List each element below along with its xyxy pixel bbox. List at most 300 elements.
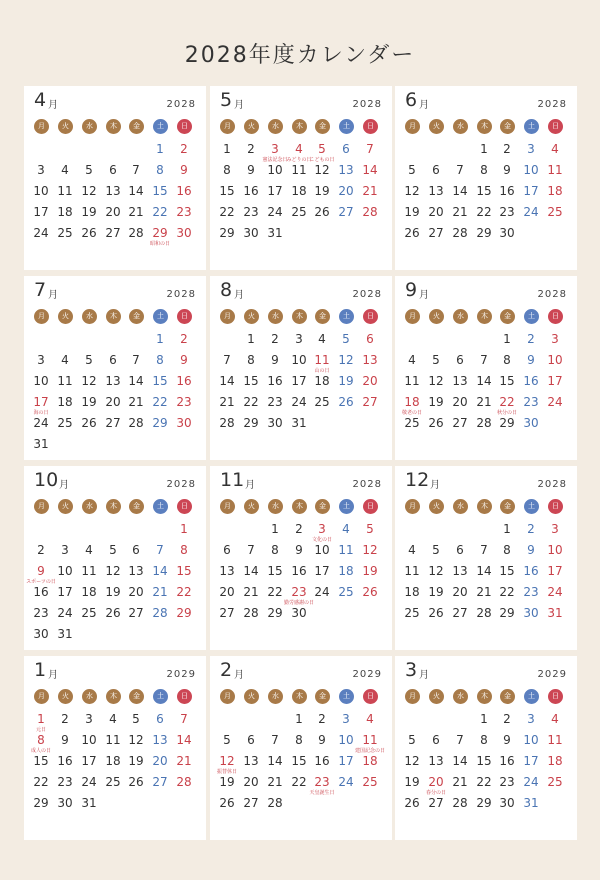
weekday-badge: 日 [548, 689, 563, 704]
month-card [210, 466, 392, 650]
weekday-badge: 月 [405, 689, 420, 704]
day-cell: 17 [523, 184, 539, 198]
holiday-label: 山の日 [314, 368, 330, 374]
month-number: 1 [34, 659, 47, 681]
month-card [395, 656, 577, 840]
day-cell: 8 [503, 543, 511, 557]
day-cell: 3 [85, 712, 93, 726]
day-cell: 26 [128, 775, 144, 789]
weekday-badge: 火 [429, 499, 444, 514]
day-cell: 12 [128, 733, 144, 747]
day-cell: 14 [476, 374, 492, 388]
day-cell: 7 [132, 353, 140, 367]
day-cell: 21 [128, 205, 144, 219]
day-cell: 6 [223, 543, 231, 557]
day-cell: 15 [243, 374, 259, 388]
weekday-badge: 月 [220, 119, 235, 134]
month-suffix: 月 [430, 480, 440, 491]
day-cell: 6 [432, 163, 440, 177]
day-cell: 29 [243, 416, 259, 430]
holiday-label: 勤労感謝の日 [283, 600, 314, 606]
day-cell: 10 [267, 163, 283, 177]
day-cell: 11 [314, 353, 330, 367]
day-cell: 22 [499, 585, 515, 599]
weekday-badge: 火 [58, 689, 73, 704]
day-cell: 3 [527, 142, 535, 156]
day-cell: 13 [105, 374, 121, 388]
day-cell: 27 [152, 775, 168, 789]
day-cell: 13 [243, 754, 259, 768]
month-number: 8 [220, 279, 233, 301]
day-cell: 2 [247, 142, 255, 156]
day-cell: 6 [366, 332, 374, 346]
holiday-label: 秋分の日 [496, 410, 517, 416]
day-cell: 8 [180, 543, 188, 557]
day-cell: 26 [404, 796, 420, 810]
day-cell: 9 [180, 163, 188, 177]
day-cell: 27 [105, 416, 121, 430]
day-cell: 21 [476, 585, 492, 599]
day-cell: 7 [223, 353, 231, 367]
day-cell: 28 [452, 226, 468, 240]
day-cell: 31 [547, 606, 563, 620]
day-cell: 22 [267, 585, 283, 599]
day-cell: 26 [404, 226, 420, 240]
month-suffix: 月 [48, 670, 58, 681]
weekday-badge: 火 [244, 499, 259, 514]
day-cell: 25 [547, 775, 563, 789]
weekday-badge: 水 [268, 689, 283, 704]
day-cell: 24 [314, 585, 330, 599]
day-cell: 25 [547, 205, 563, 219]
day-cell: 22 [219, 205, 235, 219]
weekday-badge: 木 [106, 689, 121, 704]
weekday-badge: 金 [315, 309, 330, 324]
day-cell: 2 [527, 332, 535, 346]
day-cell: 4 [61, 353, 69, 367]
day-cell: 6 [342, 142, 350, 156]
weekday-badge: 金 [500, 119, 515, 134]
day-cell: 26 [362, 585, 378, 599]
day-cell: 8 [247, 353, 255, 367]
weekday-badge: 日 [363, 119, 378, 134]
day-cell: 31 [57, 627, 73, 641]
weekday-badge: 水 [268, 499, 283, 514]
day-cell: 20 [338, 184, 354, 198]
weekday-badge: 月 [34, 309, 49, 324]
day-cell: 20 [428, 775, 444, 789]
month-suffix: 月 [419, 100, 429, 111]
day-cell: 18 [362, 754, 378, 768]
day-cell: 21 [219, 395, 235, 409]
weekday-badge: 月 [220, 309, 235, 324]
day-cell: 7 [156, 543, 164, 557]
day-cell: 8 [223, 163, 231, 177]
day-cell: 20 [128, 585, 144, 599]
month-suffix: 月 [419, 290, 429, 301]
day-cell: 12 [404, 754, 420, 768]
day-cell: 14 [176, 733, 192, 747]
holiday-label: 成人の日 [30, 748, 51, 754]
day-cell: 24 [523, 775, 539, 789]
day-cell: 17 [291, 374, 307, 388]
day-cell: 20 [243, 775, 259, 789]
day-cell: 17 [547, 564, 563, 578]
month-card [395, 466, 577, 650]
weekday-badge: 水 [453, 119, 468, 134]
day-cell: 29 [152, 416, 168, 430]
month-suffix: 月 [234, 290, 244, 301]
weekday-badge: 日 [363, 689, 378, 704]
day-cell: 10 [57, 564, 73, 578]
day-cell: 15 [152, 374, 168, 388]
month-year: 2029 [352, 669, 382, 680]
day-cell: 27 [452, 416, 468, 430]
month-card [24, 656, 206, 840]
weekday-badge: 日 [548, 309, 563, 324]
month-year: 2028 [352, 289, 382, 300]
day-cell: 14 [128, 374, 144, 388]
day-cell: 6 [109, 353, 117, 367]
day-cell: 9 [271, 353, 279, 367]
day-cell: 25 [81, 606, 97, 620]
day-cell: 15 [267, 564, 283, 578]
day-cell: 2 [527, 522, 535, 536]
day-cell: 28 [476, 416, 492, 430]
day-cell: 16 [523, 374, 539, 388]
day-cell: 16 [243, 184, 259, 198]
day-cell: 22 [243, 395, 259, 409]
day-cell: 20 [452, 585, 468, 599]
day-cell: 17 [338, 754, 354, 768]
day-cell: 6 [247, 733, 255, 747]
day-cell: 20 [152, 754, 168, 768]
weekday-badge: 木 [477, 119, 492, 134]
day-cell: 7 [456, 163, 464, 177]
holiday-label: 天皇誕生日 [309, 790, 335, 796]
day-cell: 25 [57, 416, 73, 430]
day-cell: 20 [362, 374, 378, 388]
day-cell: 27 [428, 226, 444, 240]
weekday-header [24, 309, 206, 325]
day-cell: 25 [404, 606, 420, 620]
weekday-badge: 火 [244, 309, 259, 324]
day-cell: 13 [152, 733, 168, 747]
day-cell: 16 [499, 754, 515, 768]
day-cell: 7 [480, 353, 488, 367]
weekday-badge: 金 [129, 309, 144, 324]
day-cell: 14 [152, 564, 168, 578]
day-cell: 21 [152, 585, 168, 599]
day-cell: 7 [247, 543, 255, 557]
day-cell: 28 [243, 606, 259, 620]
day-cell: 1 [503, 522, 511, 536]
day-cell: 19 [428, 585, 444, 599]
day-cell: 22 [476, 775, 492, 789]
weekday-header [24, 499, 206, 515]
day-cell: 18 [57, 205, 73, 219]
day-cell: 23 [243, 205, 259, 219]
weekday-badge: 火 [58, 119, 73, 134]
day-cell: 20 [105, 395, 121, 409]
day-cell: 17 [33, 395, 49, 409]
day-cell: 7 [271, 733, 279, 747]
weekday-badge: 月 [34, 499, 49, 514]
day-cell: 11 [404, 564, 420, 578]
day-cell: 13 [452, 564, 468, 578]
month-number: 2 [220, 659, 233, 681]
day-cell: 22 [33, 775, 49, 789]
day-cell: 13 [338, 163, 354, 177]
day-cell: 5 [408, 163, 416, 177]
day-cell: 11 [81, 564, 97, 578]
day-cell: 6 [109, 163, 117, 177]
month-year: 2028 [537, 99, 567, 110]
day-cell: 2 [180, 142, 188, 156]
day-cell: 26 [338, 395, 354, 409]
month-year: 2028 [166, 99, 196, 110]
day-cell: 4 [61, 163, 69, 177]
month-suffix: 月 [245, 480, 255, 491]
day-cell: 31 [267, 226, 283, 240]
day-cell: 2 [271, 332, 279, 346]
weekday-badge: 月 [34, 119, 49, 134]
day-cell: 8 [480, 733, 488, 747]
day-cell: 14 [452, 184, 468, 198]
weekday-badge: 日 [548, 499, 563, 514]
day-cell: 1 [480, 142, 488, 156]
weekday-badge: 金 [129, 499, 144, 514]
month-year: 2028 [537, 289, 567, 300]
day-cell: 3 [527, 712, 535, 726]
month-card [395, 86, 577, 270]
day-cell: 22 [152, 395, 168, 409]
day-cell: 29 [499, 416, 515, 430]
day-cell: 12 [314, 163, 330, 177]
month-number: 9 [405, 279, 418, 301]
day-cell: 19 [428, 395, 444, 409]
day-cell: 18 [404, 395, 420, 409]
weekday-header [210, 309, 392, 325]
month-card [395, 276, 577, 460]
day-cell: 29 [176, 606, 192, 620]
day-cell: 18 [105, 754, 121, 768]
day-cell: 2 [503, 712, 511, 726]
weekday-header [395, 119, 577, 135]
day-cell: 26 [428, 606, 444, 620]
weekday-badge: 火 [244, 119, 259, 134]
day-cell: 17 [314, 564, 330, 578]
day-cell: 18 [338, 564, 354, 578]
day-cell: 12 [81, 374, 97, 388]
weekday-badge: 火 [429, 689, 444, 704]
day-cell: 27 [452, 606, 468, 620]
day-cell: 12 [428, 564, 444, 578]
day-cell: 3 [37, 163, 45, 177]
weekday-badge: 土 [339, 499, 354, 514]
day-cell: 29 [33, 796, 49, 810]
weekday-badge: 月 [34, 689, 49, 704]
day-cell: 9 [61, 733, 69, 747]
day-cell: 19 [362, 564, 378, 578]
day-cell: 24 [81, 775, 97, 789]
day-cell: 18 [314, 374, 330, 388]
day-cell: 31 [523, 796, 539, 810]
weekday-badge: 火 [429, 309, 444, 324]
day-cell: 11 [547, 733, 563, 747]
day-cell: 27 [338, 205, 354, 219]
day-cell: 8 [37, 733, 45, 747]
day-cell: 9 [527, 543, 535, 557]
day-cell: 9 [37, 564, 45, 578]
day-cell: 15 [152, 184, 168, 198]
weekday-badge: 土 [153, 499, 168, 514]
weekday-badge: 土 [524, 119, 539, 134]
day-cell: 26 [428, 416, 444, 430]
month-card [24, 86, 206, 270]
day-cell: 2 [37, 543, 45, 557]
day-cell: 29 [267, 606, 283, 620]
day-cell: 19 [219, 775, 235, 789]
day-cell: 14 [476, 564, 492, 578]
day-cell: 18 [291, 184, 307, 198]
day-cell: 25 [338, 585, 354, 599]
day-cell: 16 [523, 564, 539, 578]
month-suffix: 月 [234, 670, 244, 681]
day-cell: 23 [33, 606, 49, 620]
day-cell: 10 [81, 733, 97, 747]
day-cell: 16 [499, 184, 515, 198]
month-number: 10 [34, 469, 59, 491]
month-card [210, 86, 392, 270]
day-cell: 8 [480, 163, 488, 177]
day-cell: 14 [362, 163, 378, 177]
day-cell: 24 [523, 205, 539, 219]
day-cell: 27 [105, 226, 121, 240]
day-cell: 29 [152, 226, 168, 240]
weekday-badge: 月 [405, 309, 420, 324]
month-suffix: 月 [48, 100, 58, 111]
day-cell: 20 [428, 205, 444, 219]
month-card [210, 656, 392, 840]
day-cell: 20 [219, 585, 235, 599]
day-cell: 9 [527, 353, 535, 367]
day-cell: 8 [156, 163, 164, 177]
day-cell: 28 [267, 796, 283, 810]
day-cell: 5 [85, 163, 93, 177]
weekday-badge: 水 [82, 689, 97, 704]
day-cell: 13 [128, 564, 144, 578]
day-cell: 30 [291, 606, 307, 620]
day-cell: 3 [551, 522, 559, 536]
day-cell: 18 [404, 585, 420, 599]
day-cell: 26 [314, 205, 330, 219]
day-cell: 10 [291, 353, 307, 367]
day-cell: 3 [318, 522, 326, 536]
weekday-header [210, 119, 392, 135]
month-year: 2028 [352, 99, 382, 110]
weekday-badge: 金 [315, 689, 330, 704]
day-cell: 17 [267, 184, 283, 198]
day-cell: 22 [291, 775, 307, 789]
month-card [210, 276, 392, 460]
day-cell: 13 [428, 754, 444, 768]
weekday-badge: 金 [129, 119, 144, 134]
day-cell: 6 [432, 733, 440, 747]
month-number: 4 [34, 89, 47, 111]
weekday-badge: 月 [405, 499, 420, 514]
day-cell: 12 [428, 374, 444, 388]
day-cell: 23 [57, 775, 73, 789]
day-cell: 30 [499, 796, 515, 810]
day-cell: 15 [476, 754, 492, 768]
day-cell: 19 [81, 205, 97, 219]
day-cell: 19 [81, 395, 97, 409]
day-cell: 23 [176, 205, 192, 219]
day-cell: 6 [456, 353, 464, 367]
day-cell: 9 [503, 733, 511, 747]
day-cell: 13 [219, 564, 235, 578]
day-cell: 3 [61, 543, 69, 557]
day-cell: 16 [57, 754, 73, 768]
day-cell: 20 [105, 205, 121, 219]
day-cell: 16 [33, 585, 49, 599]
day-cell: 4 [408, 543, 416, 557]
day-cell: 13 [105, 184, 121, 198]
day-cell: 16 [176, 374, 192, 388]
day-cell: 4 [295, 142, 303, 156]
weekday-header [24, 689, 206, 705]
day-cell: 11 [338, 543, 354, 557]
day-cell: 21 [476, 395, 492, 409]
weekday-badge: 土 [524, 499, 539, 514]
day-cell: 13 [452, 374, 468, 388]
day-cell: 30 [243, 226, 259, 240]
day-cell: 12 [81, 184, 97, 198]
day-cell: 30 [523, 416, 539, 430]
day-cell: 21 [128, 395, 144, 409]
day-cell: 22 [476, 205, 492, 219]
day-cell: 7 [480, 543, 488, 557]
day-cell: 26 [81, 226, 97, 240]
day-cell: 9 [180, 353, 188, 367]
day-cell: 22 [152, 205, 168, 219]
weekday-badge: 金 [315, 499, 330, 514]
day-cell: 30 [499, 226, 515, 240]
weekday-badge: 木 [292, 689, 307, 704]
day-cell: 1 [247, 332, 255, 346]
day-cell: 2 [503, 142, 511, 156]
day-cell: 18 [547, 754, 563, 768]
weekday-badge: 土 [339, 309, 354, 324]
day-cell: 22 [499, 395, 515, 409]
day-cell: 4 [408, 353, 416, 367]
weekday-badge: 日 [177, 119, 192, 134]
weekday-badge: 日 [177, 689, 192, 704]
day-cell: 12 [404, 184, 420, 198]
day-cell: 30 [176, 226, 192, 240]
weekday-badge: 土 [524, 689, 539, 704]
day-cell: 14 [128, 184, 144, 198]
weekday-badge: 火 [429, 119, 444, 134]
day-cell: 15 [499, 374, 515, 388]
weekday-badge: 日 [363, 499, 378, 514]
day-cell: 26 [81, 416, 97, 430]
weekday-badge: 木 [477, 689, 492, 704]
day-cell: 25 [57, 226, 73, 240]
day-cell: 11 [547, 163, 563, 177]
weekday-badge: 木 [106, 309, 121, 324]
